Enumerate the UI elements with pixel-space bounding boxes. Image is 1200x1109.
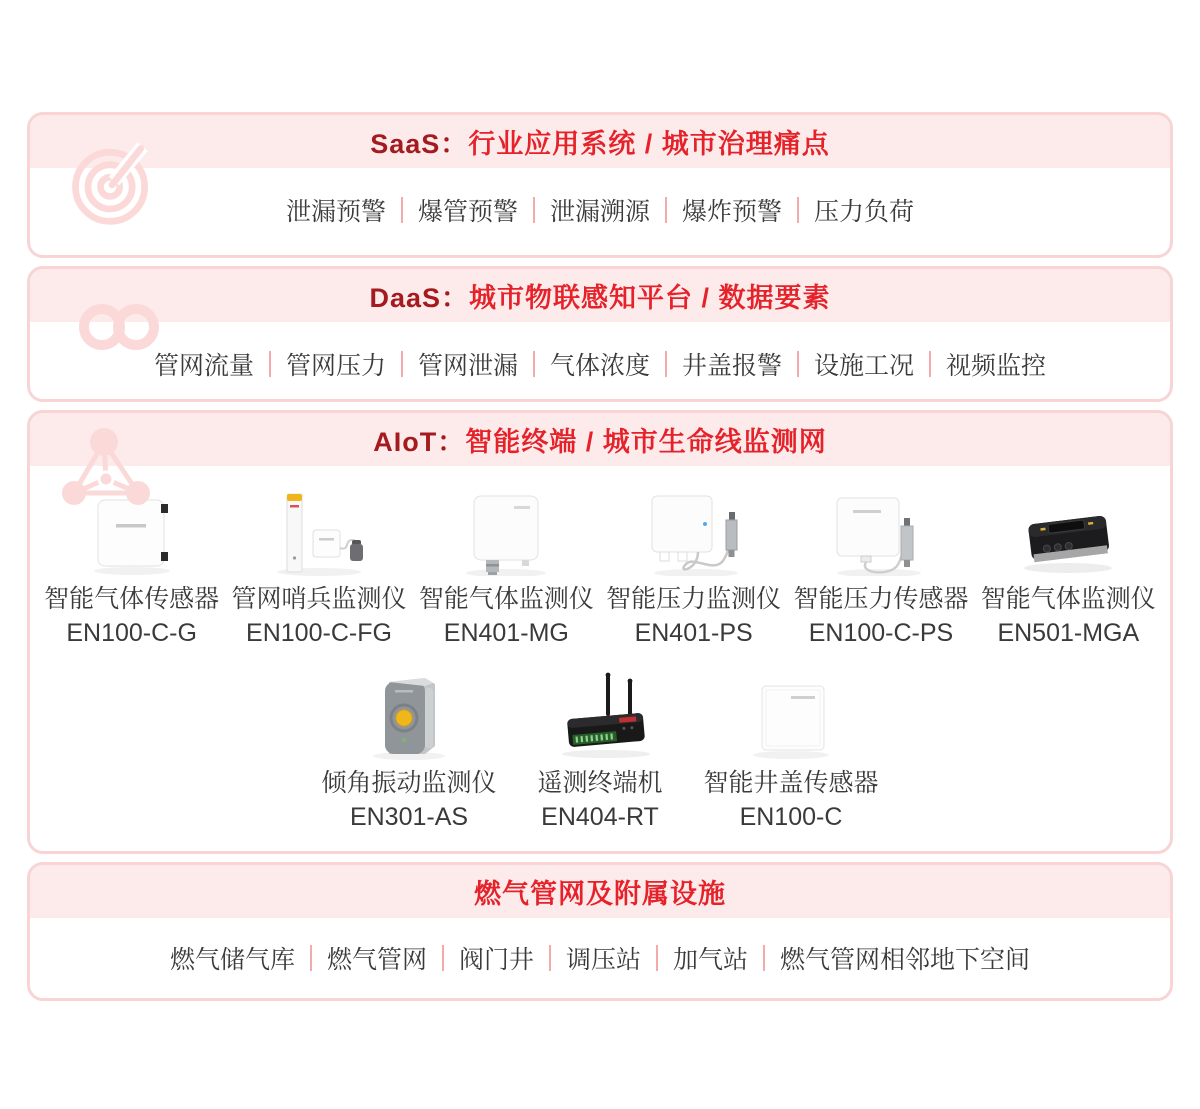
product-image-box [314, 672, 505, 760]
product-model: EN301-AS [349, 803, 469, 831]
infra-item: 调压站 [566, 946, 642, 974]
saas-item: 爆炸预警 [682, 198, 783, 226]
saas-header-band [30, 115, 1170, 168]
product-model: EN401-MG [443, 619, 569, 647]
product-name: 智能气体监测仪 [980, 585, 1156, 613]
product-image-box [600, 492, 787, 576]
product-name: 智能气体监测仪 [418, 585, 594, 613]
product-model: EN100-C-PS [808, 619, 954, 647]
daas-item: 管网压力 [285, 352, 386, 380]
item-divider [797, 351, 799, 377]
infra-item: 加气站 [673, 946, 749, 974]
saas-title-text: 行业应用系统 / 城市治理痛点 [468, 129, 830, 159]
pressure-monitor-device-image [614, 492, 774, 576]
product-name: 倾角振动监测仪 [321, 769, 497, 797]
item-divider [533, 351, 535, 377]
item-divider [797, 197, 799, 223]
saas-items-row [30, 168, 1170, 252]
product-card [505, 672, 696, 834]
product-name: 智能压力监测仪 [606, 585, 782, 613]
saas-item: 泄漏预警 [285, 198, 386, 226]
gas-sensor-device-image [52, 492, 212, 576]
product-image-box [38, 492, 225, 576]
product-image-box [975, 492, 1162, 576]
item-divider [310, 945, 312, 971]
infra-item: 燃气管网相邻地下空间 [780, 946, 1031, 974]
saas-item: 爆管预警 [417, 198, 518, 226]
daas-item: 视频监控 [946, 352, 1047, 380]
architecture-diagram [27, 112, 1173, 1001]
product-model: EN401-PS [634, 619, 753, 647]
item-divider [401, 197, 403, 223]
product-card [225, 492, 412, 650]
product-card [314, 672, 505, 834]
gas-monitor-device-image [426, 492, 586, 576]
item-divider [763, 945, 765, 971]
infra-item: 阀门井 [458, 946, 534, 974]
daas-title [369, 276, 830, 315]
product-model: EN100-C-FG [246, 619, 392, 647]
product-image-box [696, 672, 887, 760]
product-name: 管网哨兵监测仪 [231, 585, 407, 613]
section-infrastructure [27, 862, 1173, 1001]
pressure-sensor-device-image [801, 492, 961, 576]
product-model: EN100-C-G [66, 619, 197, 647]
section-saas [27, 112, 1173, 258]
item-divider [533, 197, 535, 223]
item-divider [442, 945, 444, 971]
product-model: EN501-MGA [997, 619, 1140, 647]
daas-title-text: 城市物联感知平台 / 数据要素 [469, 283, 831, 313]
product-image-box [225, 492, 412, 576]
product-card [975, 492, 1162, 650]
item-divider [656, 945, 658, 971]
infra-item: 燃气管网 [326, 946, 427, 974]
aiot-title [373, 420, 827, 459]
daas-item: 管网泄漏 [417, 352, 518, 380]
product-card [413, 492, 600, 650]
aiot-header-band [30, 413, 1170, 466]
item-divider [401, 351, 403, 377]
item-divider [269, 351, 271, 377]
saas-item: 泄漏溯源 [549, 198, 650, 226]
telemetry-terminal-device-image [520, 672, 680, 760]
infra-header-band [30, 865, 1170, 918]
saas-title-prefix: SaaS： [370, 129, 469, 159]
aiot-products-row-2 [30, 672, 1170, 834]
saas-title [370, 122, 830, 161]
product-model: EN100-C [739, 803, 843, 831]
daas-item: 设施工况 [814, 352, 915, 380]
infra-items-row [30, 918, 1170, 998]
item-divider [665, 197, 667, 223]
product-model: EN404-RT [541, 803, 659, 831]
product-name: 智能井盖传感器 [703, 769, 879, 797]
daas-header-band [30, 269, 1170, 322]
daas-items-row [30, 322, 1170, 402]
product-name: 智能压力传感器 [793, 585, 969, 613]
manhole-sensor-device-image [711, 672, 871, 760]
daas-item: 气体浓度 [549, 352, 650, 380]
saas-item: 压力负荷 [814, 198, 915, 226]
product-card [600, 492, 787, 650]
daas-item: 井盖报警 [682, 352, 783, 380]
product-name: 智能气体传感器 [44, 585, 220, 613]
item-divider [549, 945, 551, 971]
infra-title-text: 燃气管网及附属设施 [474, 879, 726, 909]
product-image-box [787, 492, 974, 576]
product-name: 遥测终端机 [537, 769, 663, 797]
product-image-box [413, 492, 600, 576]
gas-analyzer-device-image [988, 492, 1148, 576]
section-daas [27, 266, 1173, 402]
item-divider [665, 351, 667, 377]
infra-title [474, 872, 726, 911]
product-image-box [505, 672, 696, 760]
product-card [38, 492, 225, 650]
daas-item: 管网流量 [153, 352, 254, 380]
pipeline-sentry-device-image [239, 492, 399, 576]
aiot-title-prefix: AIoT： [373, 427, 466, 457]
item-divider [929, 351, 931, 377]
product-card [787, 492, 974, 650]
daas-title-prefix: DaaS： [369, 283, 470, 313]
tilt-vibration-device-image [329, 672, 489, 760]
product-card [696, 672, 887, 834]
aiot-title-text: 智能终端 / 城市生命线监测网 [465, 427, 827, 457]
section-aiot [27, 410, 1173, 854]
infra-item: 燃气储气库 [169, 946, 295, 974]
aiot-products-row-1 [30, 492, 1170, 650]
